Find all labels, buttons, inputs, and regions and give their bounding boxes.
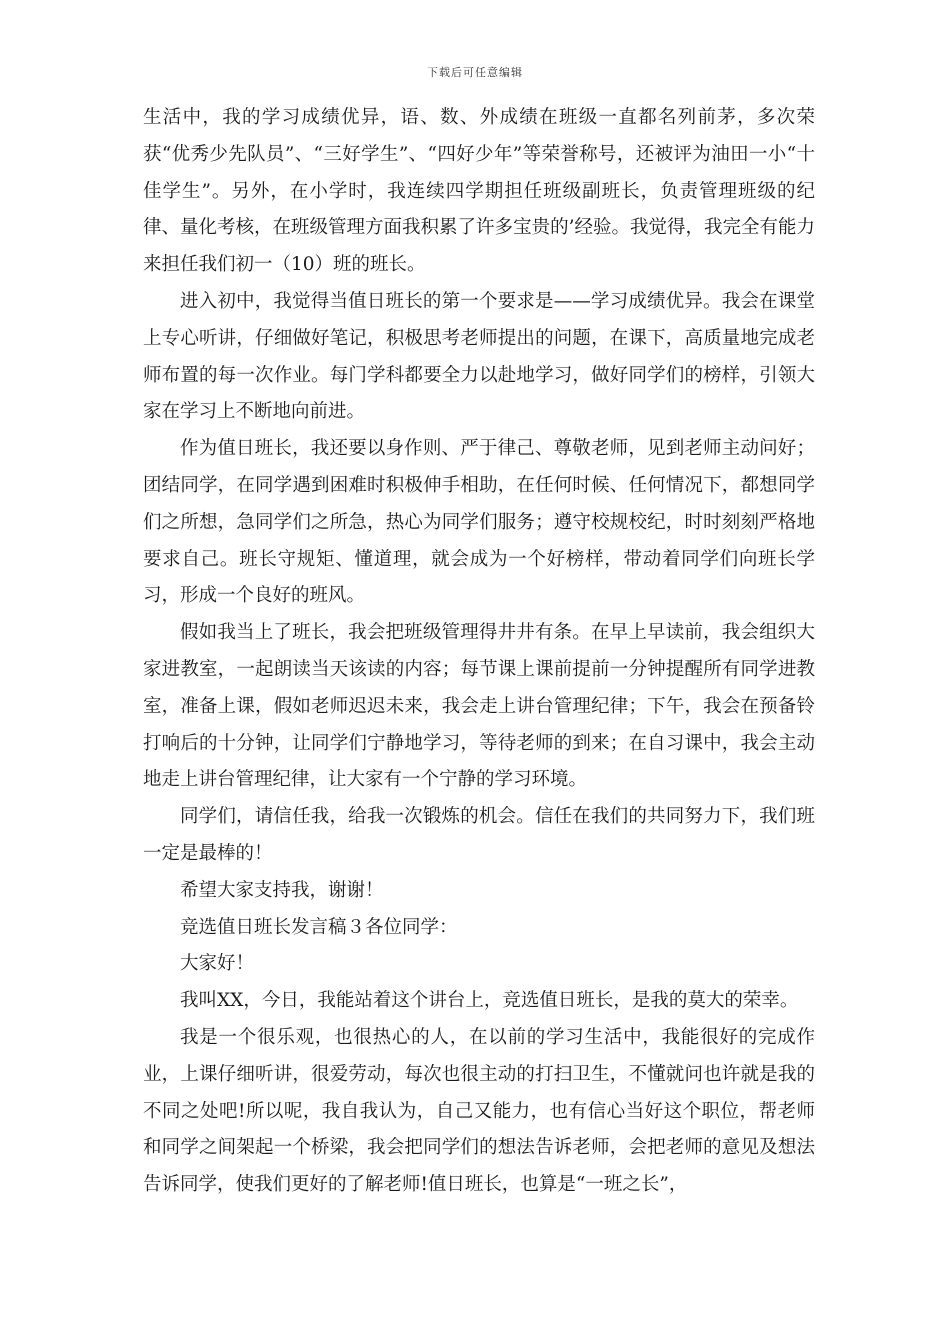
paragraph-1: 生活中，我的学习成绩优异，语、数、外成绩在班级一直都名列前茅，多次荣获“优秀少先队员”、“三好学生”、“四好少年”等荣誉称号，还被评为油田一小“十佳学生”。另外，在小学时，我连续四学期担任班级副班长，负责管理班级的纪律、量化考核，在班级管理方面我积累了许多宝贵的’经验。我觉得，我完全有能力来担任我们初一（10）班的班长。 xyxy=(143,107,815,276)
paragraph-9: 我叫XX，今日，我能站着这个讲台上，竞选值日班长，是我的莫大的荣幸。 xyxy=(180,990,799,1012)
paragraph-8: 大家好！ xyxy=(180,953,255,975)
paragraph-5: 同学们，请信任我，给我一次锻炼的机会。信任在我们的共同努力下，我们班一定是最棒的！ xyxy=(143,806,815,864)
paragraph-7: 竞选值日班长发言稿３各位同学： xyxy=(180,916,458,938)
paragraph-4: 假如我当上了班长，我会把班级管理得井井有条。在早上早读前，我会组织大家进教室，一起朗读当天该读的内容；每节课上课前提前一分钟提醒所有同学进教室，准备上课，假如老师迟迟未来，我会走上讲台管理纪律；下午，我会在预备铃打响后的十分钟，让同学们宁静地学习，等待老师的到来；在自习课中，我会主动地走上讲台管理纪律，让大家有一个宁静的学习环境。 xyxy=(143,622,815,791)
page-header: 下载后可任意编辑 xyxy=(427,66,523,79)
paragraph-2: 进入初中，我觉得当值日班长的第一个要求是——学习成绩优异。我会在课堂上专心听讲，仔细做好笔记，积极思考老师提出的问题，在课下，高质量地完成老师布置的每一次作业。每门学科都要全力以赴地学习，做好同学们的榜样，引领大家在学习上不断地向前进。 xyxy=(143,290,815,423)
paragraph-3: 作为值日班长，我还要以身作则、严于律己、尊敬老师，见到老师主动问好；团结同学，在同学遇到困难时积极伸手相助，在任何时候、任何情况下，都想同学们之所想，急同学们之所急，热心为同学们服务；遵守校规校纪，时时刻刻严格地要求自己。班长守规矩、懂道理，就会成为一个好榜样，带动着同学们向班长学习，形成一个良好的班风。 xyxy=(143,438,815,607)
paragraph-10: 我是一个很乐观，也很热心的人，在以前的学习生活中，我能很好的完成作业，上课仔细听讲，很爱劳动，每次也很主动的打扫卫生，不懂就问也许就是我的不同之处吧!所以呢，我自我认为，自己又能力，也有信心当好这个职位，帮老师和同学之间架起一个桥梁，我会把同学们的想法告诉老师，会把老师的意见及想法告诉同学，使我们更好的了解老师!值日班长，也算是“一班之长”， xyxy=(143,1026,815,1196)
paragraph-6: 希望大家支持我，谢谢！ xyxy=(180,879,384,901)
document-body xyxy=(143,100,815,1204)
